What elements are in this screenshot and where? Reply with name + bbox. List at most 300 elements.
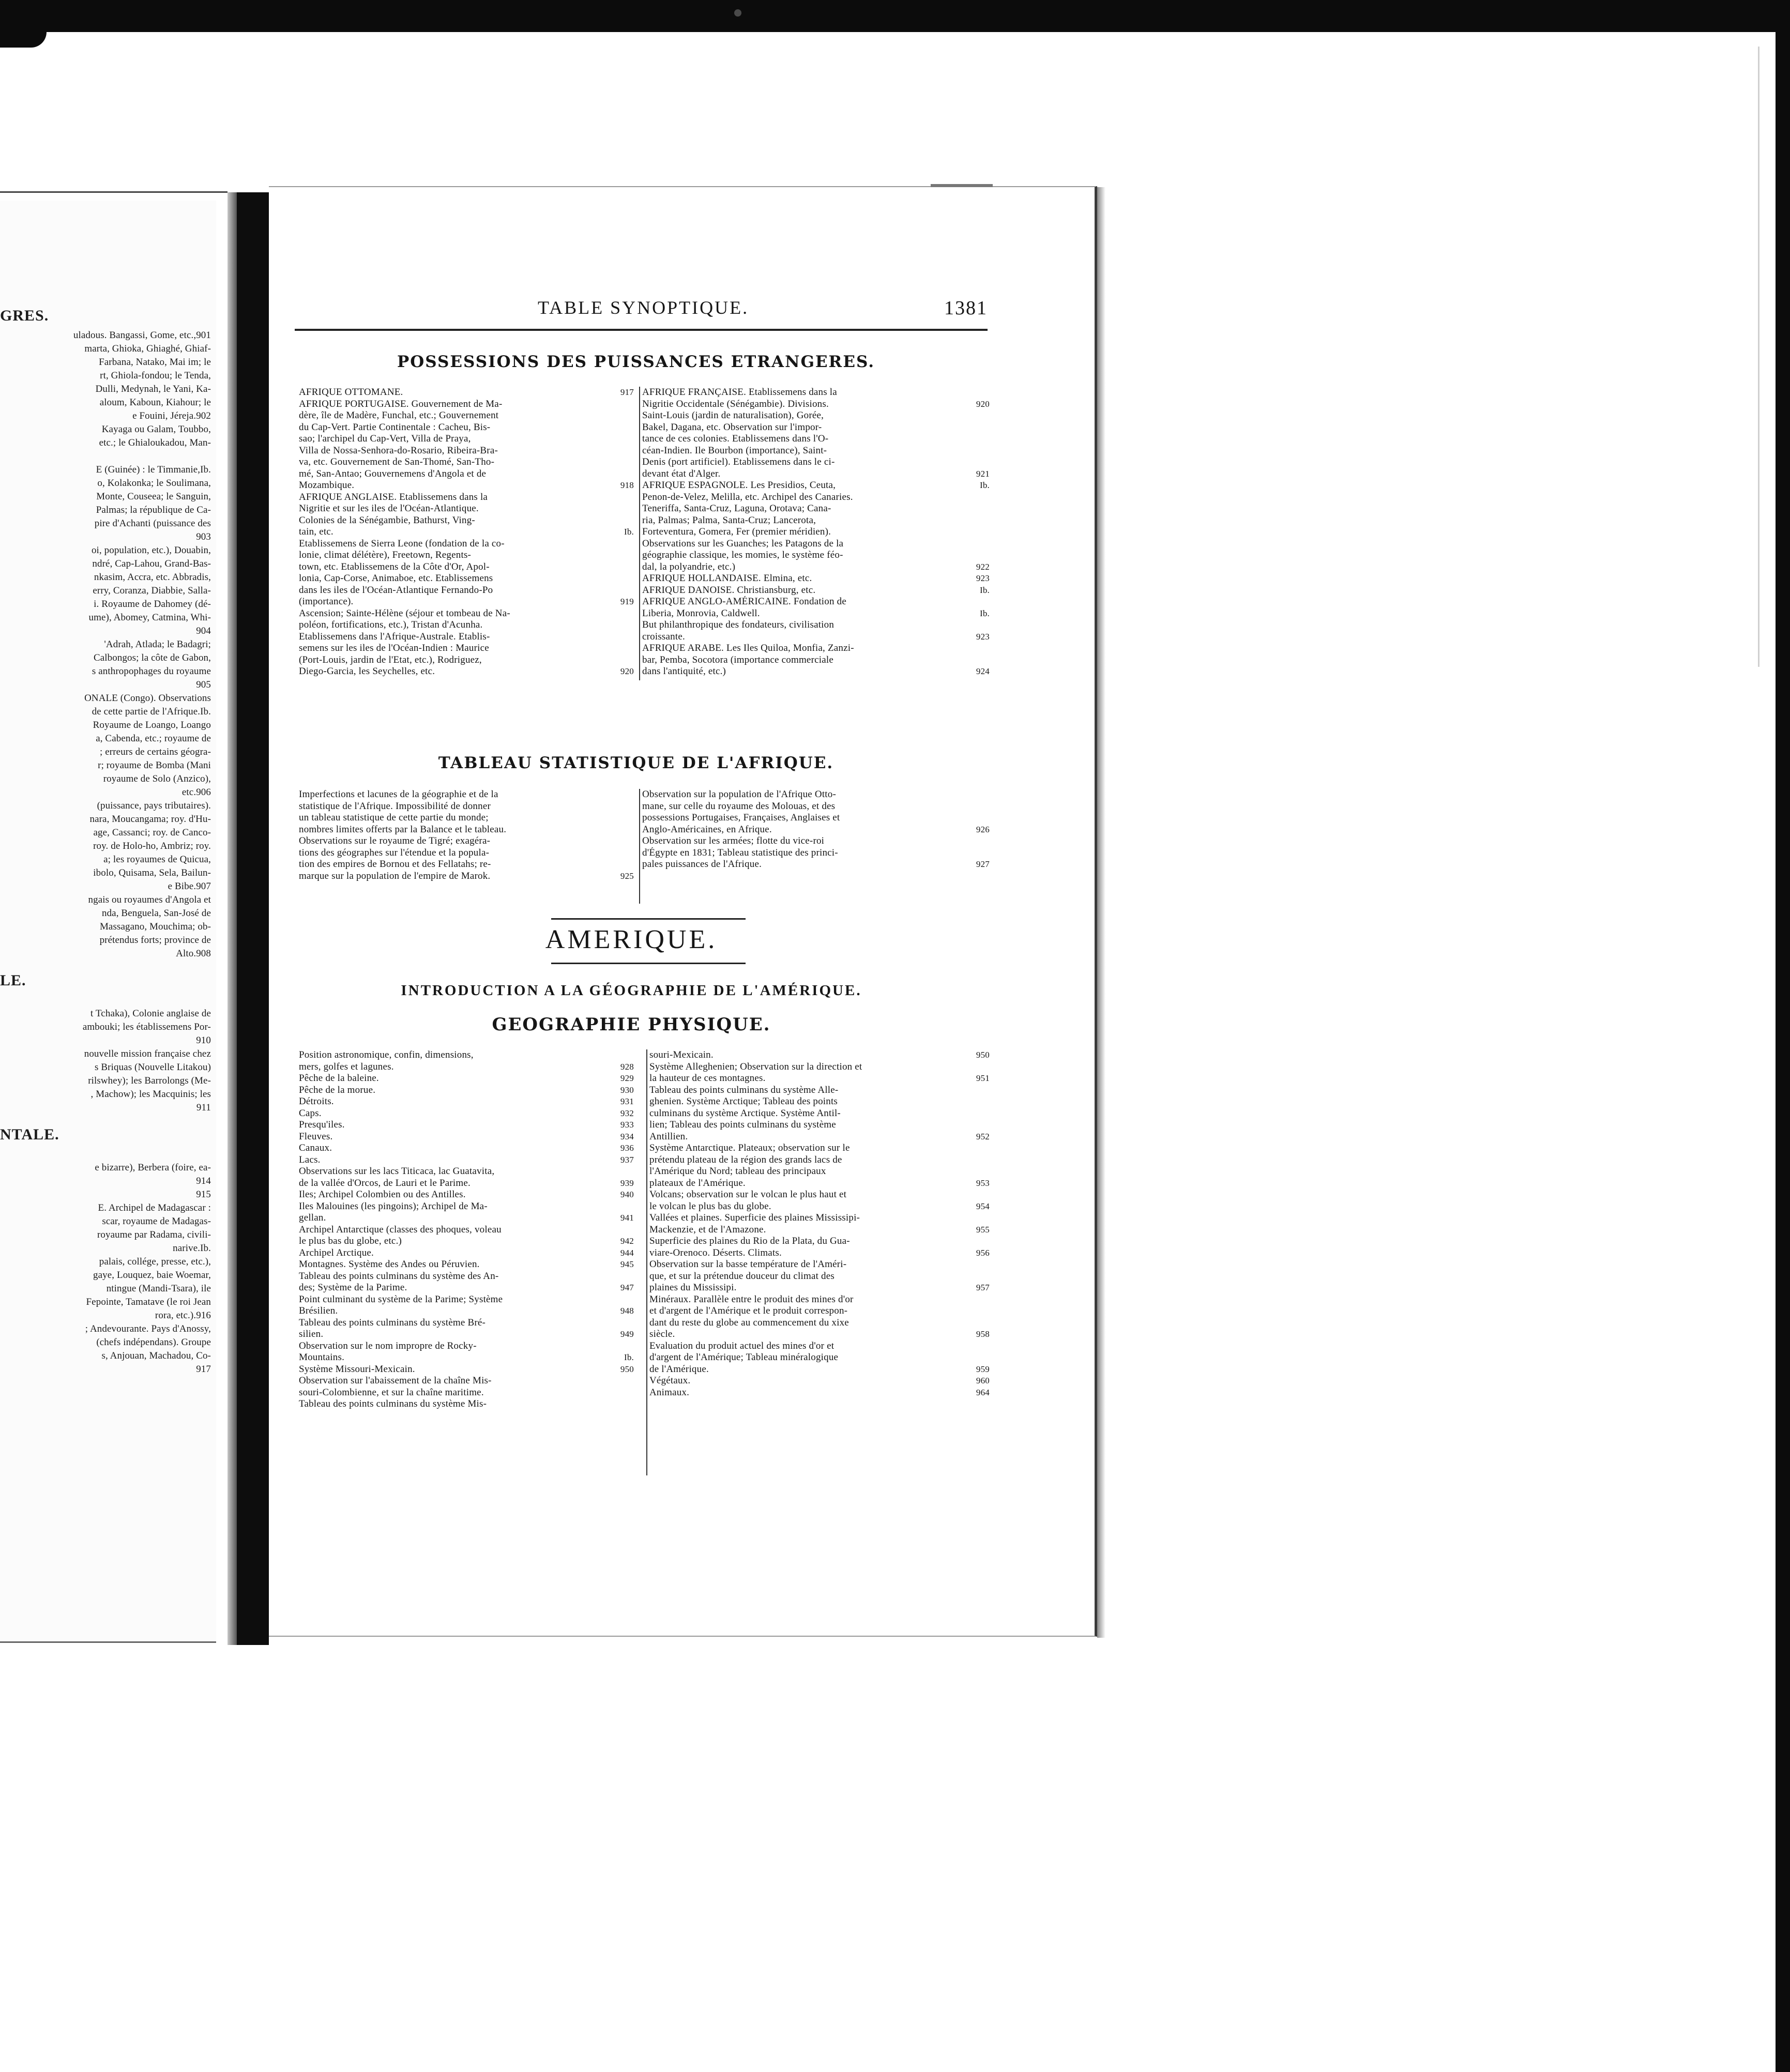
toc-entry-text: Denis (port artificiel). Etablissemens dans le ci- [642, 456, 835, 467]
toc-page-ref: 922 [976, 561, 990, 572]
toc-line [299, 538, 634, 550]
toc-entry-text: le volcan le plus bas du globe. [649, 1200, 771, 1212]
toc-line [0, 423, 216, 436]
toc-page-ref: 901 [196, 330, 211, 341]
toc-line [299, 812, 634, 824]
toc-line [299, 1142, 634, 1154]
toc-line [649, 1294, 990, 1306]
toc-line [649, 1259, 990, 1271]
toc-line [0, 947, 216, 961]
toc-entry-text: souri-Colombienne, et sur la chaîne maritime. [299, 1387, 484, 1398]
toc-entry-text: Système Missouri-Mexicain. [299, 1363, 415, 1375]
toc-entry-text: town, etc. Etablissemens de la Côte d'Or, Apol- [299, 561, 490, 572]
toc-line [0, 504, 216, 517]
toc-line [642, 643, 990, 654]
toc-page-ref: 910 [196, 1035, 211, 1046]
toc-entry-text: Massagano, Mouchima; ob- [99, 921, 211, 932]
toc-page-ref: 933 [620, 1120, 634, 1130]
toc-entry-text: Saint-Louis (jardin de naturalisation), Gorée, [642, 410, 824, 421]
toc-line [642, 387, 990, 399]
toc-page-ref: Ib. [979, 480, 990, 490]
toc-entry-text: Bakel, Dagana, etc. Observation sur l'impor- [642, 421, 822, 433]
toc-page-ref: 920 [620, 666, 634, 676]
geographie-physique-title: GEOGRAPHIE PHYSIQUE. [492, 1014, 771, 1035]
toc-line [642, 608, 990, 620]
toc-line [649, 1271, 990, 1283]
toc-entry-text: Diego-Garcia, les Seychelles, etc. [299, 666, 435, 677]
toc-entry-text: culminans du système Arctique. Système Antil- [649, 1107, 841, 1119]
toc-line [0, 772, 216, 786]
toc-line [642, 812, 990, 824]
toc-entry-text: E. Archipel de Madagascar : [98, 1202, 211, 1213]
toc-line [299, 654, 634, 666]
toc-line [299, 871, 634, 882]
toc-entry-text: tions des géographes sur l'étendue et la popula- [299, 847, 490, 858]
toc-entry-text: bar, Pemba, Socotora (importance commerciale [642, 654, 833, 665]
toc-page-ref: 904 [196, 626, 211, 636]
toc-entry-text: ngais ou royaumes d'Angola et [88, 894, 211, 905]
toc-line [649, 1201, 990, 1213]
toc-entry-text: But philanthropique des fondateurs, civilisation [642, 619, 835, 630]
toc-entry-text: scar, royaume de Madagas- [102, 1216, 211, 1227]
toc-entry-text: Mountains. [299, 1352, 345, 1363]
toc-line [299, 1131, 634, 1143]
toc-line [0, 880, 216, 893]
toc-entry-text: Forteventura, Gomera, Fer (premier méridien). [642, 526, 831, 537]
toc-line [0, 974, 216, 994]
toc-line [649, 1096, 990, 1108]
toc-entry-text: e bizarre), Berbera (foire, ea- [95, 1162, 211, 1173]
toc-line [299, 1259, 634, 1271]
toc-line [0, 1148, 216, 1161]
toc-line [642, 631, 990, 643]
toc-entry-text: devant état d'Alger. [642, 468, 721, 479]
toc-line [649, 1073, 990, 1085]
toc-line [642, 573, 990, 585]
scan-right-border [1776, 32, 1790, 2072]
toc-entry-text: la hauteur de ces montagnes. [649, 1073, 766, 1084]
toc-entry-text: Nigritie Occidentale (Sénégambie). Divisions. [642, 398, 829, 409]
toc-entry-text: Kayaga ou Galam, Toubbo, [101, 424, 211, 435]
toc-line [649, 1049, 990, 1061]
toc-line [649, 1212, 990, 1224]
toc-line [0, 745, 216, 759]
toc-page-ref: 936 [620, 1143, 634, 1153]
toc-line [0, 1088, 216, 1101]
toc-page-ref: 908 [196, 948, 211, 959]
toc-page-ref: 929 [620, 1073, 634, 1083]
toc-entry-text: 'Adrah, Atlada; le Badagri; [104, 639, 211, 650]
toc-entry-text: silien. [299, 1329, 324, 1339]
column-divider [639, 789, 640, 904]
toc-entry-text: ONALE (Congo). Observations [84, 693, 211, 704]
toc-page-ref: 924 [976, 666, 990, 676]
toc-entry-text: mers, golfes et lagunes. [299, 1061, 394, 1072]
toc-line [642, 585, 990, 597]
toc-page-ref: 947 [620, 1283, 634, 1292]
toc-entry-text: d'Égypte en 1831; Tableau statistique des princi- [642, 847, 838, 858]
toc-line [642, 550, 990, 561]
toc-line [0, 1061, 216, 1074]
toc-line [649, 1108, 990, 1120]
toc-line [299, 468, 634, 480]
toc-page-ref: 953 [976, 1178, 990, 1188]
toc-line [299, 1166, 634, 1178]
toc-entry-text: rt, Ghiola-fondou; le Tenda, [100, 370, 211, 381]
toc-line [299, 1271, 634, 1283]
toc-line [642, 859, 990, 871]
toc-line [0, 1215, 216, 1228]
toc-line [299, 1212, 634, 1224]
toc-entry-text: Etablissemens dans l'Afrique-Australe. Etablis- [299, 631, 490, 642]
toc-line [0, 1007, 216, 1020]
toc-line [299, 1154, 634, 1166]
toc-page-ref: 930 [620, 1085, 634, 1095]
column-divider [646, 1049, 647, 1475]
toc-page-ref: Ib. [979, 585, 990, 595]
toc-line [299, 561, 634, 573]
previous-page-top-rule [0, 191, 227, 193]
toc-entry-text: nkasim, Accra, etc. Abbradis, [94, 572, 211, 583]
toc-entry-text: oi, population, etc.), Douabin, [91, 545, 211, 556]
toc-line [299, 596, 634, 608]
toc-entry-text: pire d'Achanti (puissance des [94, 518, 211, 529]
toc-entry-text: Monte, Couseea; le Sanguin, [96, 491, 211, 502]
toc-line [642, 526, 990, 538]
toc-entry-text: nombres limites offerts par la Balance et le tableau. [299, 824, 507, 835]
toc-entry-text: Dulli, Medynah, le Yani, Ka- [95, 384, 211, 394]
toc-entry-text: poléon, fortifications, etc.), Tristan d'Acunha. [299, 619, 483, 630]
toc-entry-text: NTALE. [0, 1128, 59, 1143]
toc-line [649, 1142, 990, 1154]
toc-page-ref: 918 [620, 480, 634, 490]
toc-entry-text: Observation sur la population de l'Afrique Otto- [642, 789, 836, 800]
toc-entry-text: (chefs indépendans). Groupe [96, 1337, 211, 1348]
amerique-rule-top [551, 918, 746, 920]
toc-line [642, 666, 990, 678]
toc-entry-text: Végétaux. [649, 1375, 691, 1386]
toc-entry-text: Animaux. [649, 1387, 690, 1398]
toc-entry-text: l'Amérique du Nord; tableau des principaux [649, 1166, 826, 1177]
toc-line [0, 530, 216, 544]
toc-page-ref: 928 [620, 1061, 634, 1072]
toc-line [0, 517, 216, 530]
toc-entry-text: nara, Moucangama; roy. d'Hu- [89, 814, 211, 825]
scan-corner-shadow [0, 32, 47, 48]
toc-page-ref: 919 [620, 597, 634, 606]
toc-entry-text: Superficie des plaines du Rio de la Plata, du Gua- [649, 1236, 850, 1246]
toc-page-ref: 907 [196, 881, 211, 892]
toc-entry-text: Mackenzie, et de l'Amazone. [649, 1224, 766, 1235]
section-title-tableau: TABLEAU STATISTIQUE DE L'AFRIQUE. [438, 754, 834, 772]
toc-line [0, 705, 216, 719]
toc-line [642, 538, 990, 550]
toc-entry-text: lonie, climat délétère), Freetown, Regents- [299, 550, 472, 560]
toc-line [0, 369, 216, 383]
toc-line [299, 1329, 634, 1340]
toc-entry-text: ntingue (Mandi-Tsara), ile [106, 1283, 211, 1294]
page-top-mark [931, 184, 993, 187]
amerique-left-column [299, 1049, 634, 1410]
toc-page-ref: 939 [620, 1178, 634, 1188]
toc-line [0, 611, 216, 624]
toc-line [642, 561, 990, 573]
toc-entry-text: ambouki; les établissemens Por- [82, 1022, 211, 1032]
amerique-title: AMERIQUE. [545, 925, 718, 954]
toc-entry-text: Pêche de la morue. [299, 1084, 376, 1095]
toc-line [0, 866, 216, 880]
toc-line [0, 1349, 216, 1363]
toc-entry-text: mane, sur celle du royaume des Molouas, et des [642, 800, 836, 812]
toc-page-ref: 926 [976, 824, 990, 834]
toc-page-ref: 927 [976, 859, 990, 869]
toc-line [0, 571, 216, 584]
toc-entry-text: siècle. [649, 1329, 675, 1339]
toc-entry-text: Position astronomique, confin, dimensions, [299, 1049, 474, 1060]
toc-entry-text: Archipel Antarctique (classes des phoques, voleau [299, 1224, 502, 1235]
toc-entry-text: Evaluation du produit actuel des mines d'or et [649, 1340, 835, 1351]
toc-entry-text: semens sur les iles de l'Océan-Indien : Maurice [299, 643, 489, 653]
toc-entry-text: lien; Tableau des points culminans du système [649, 1119, 836, 1130]
toc-line [642, 503, 990, 515]
toc-page-ref: 958 [976, 1329, 990, 1339]
toc-entry-text: t Tchaka), Colonie anglaise de [90, 1008, 211, 1019]
toc-entry-text: a; les royaumes de Quicua, [103, 854, 211, 865]
toc-line [299, 550, 634, 561]
toc-line [299, 422, 634, 434]
toc-line [0, 309, 216, 329]
toc-line [0, 1115, 216, 1128]
toc-line [299, 1317, 634, 1329]
toc-entry-text: ume), Abomey, Catmina, Whi- [88, 612, 211, 623]
toc-line [299, 1282, 634, 1294]
toc-entry-text: (Port-Louis, jardin de l'Etat, etc.), Rodriguez, [299, 654, 482, 665]
toc-entry-text: Penon-de-Velez, Melilla, etc. Archipel des Canaries. [642, 491, 853, 502]
toc-entry-text: Presqu'iles. [299, 1119, 345, 1130]
toc-entry-text: Tableau des points culminans du système Mis- [299, 1398, 487, 1409]
toc-entry-text: AFRIQUE ARABE. Les Iles Quiloa, Monfia, Zanzi- [642, 643, 854, 653]
header-rule [295, 329, 988, 331]
page-number: 1381 [944, 297, 988, 319]
toc-line [299, 1305, 634, 1317]
toc-line [0, 1296, 216, 1309]
toc-line [0, 1363, 216, 1376]
toc-line [0, 719, 216, 732]
toc-entry-text: e Bibe. [168, 881, 196, 892]
toc-page-ref: 952 [976, 1131, 990, 1141]
toc-line [0, 1034, 216, 1047]
toc-page-ref: 941 [620, 1213, 634, 1223]
toc-line [0, 1101, 216, 1115]
toc-line [0, 920, 216, 934]
toc-entry-text: Palmas; la république de Ca- [96, 505, 211, 515]
toc-entry-text: gaye, Louquez, baie Woemar, [93, 1270, 211, 1281]
toc-line [299, 399, 634, 410]
toc-line [299, 480, 634, 492]
toc-line [299, 631, 634, 643]
toc-page-ref: Ib. [200, 1243, 211, 1254]
toc-line [0, 490, 216, 504]
toc-line [649, 1340, 990, 1352]
toc-page-ref: 957 [976, 1283, 990, 1292]
toc-line [299, 1340, 634, 1352]
toc-entry-text: Pêche de la baleine. [299, 1073, 379, 1084]
toc-line [0, 678, 216, 692]
toc-line [299, 1294, 634, 1306]
toc-entry-text: , Machow); les Macquinis; les [90, 1089, 211, 1100]
toc-page-ref: 934 [620, 1131, 634, 1141]
toc-entry-text: Farbana, Natako, Mai im; le [99, 357, 211, 368]
toc-line [0, 1074, 216, 1088]
toc-line [0, 1322, 216, 1336]
toc-line [299, 789, 634, 801]
toc-line [642, 399, 990, 410]
toc-entry-text: dère, île de Madère, Funchal, etc.; Gouvernement [299, 410, 499, 421]
toc-entry-text: s, Anjouan, Machadou, Co- [101, 1350, 211, 1361]
toc-line [299, 1073, 634, 1085]
toc-entry-text: Antillien. [649, 1131, 688, 1142]
toc-line [299, 433, 634, 445]
toc-line [0, 624, 216, 638]
toc-page-ref: 950 [976, 1050, 990, 1060]
toc-line [299, 526, 634, 538]
toc-line [649, 1178, 990, 1190]
toc-line [649, 1166, 990, 1178]
toc-entry-text: Système Alleghenien; Observation sur la direction et [649, 1061, 862, 1072]
toc-entry-text: AFRIQUE FRANÇAISE. Etablissemens dans la [642, 387, 837, 398]
toc-entry-text: géographie classique, les momies, le système féo- [642, 550, 843, 560]
intro-title: INTRODUCTION A LA GÉOGRAPHIE DE L'AMÉRIQUE. [401, 982, 862, 999]
toc-line [0, 557, 216, 571]
toc-line [0, 544, 216, 557]
toc-entry-text: AFRIQUE OTTOMANE. [299, 387, 403, 398]
toc-page-ref: 950 [620, 1364, 634, 1374]
toc-entry-text: s anthropophages du royaume [92, 666, 211, 677]
toc-line [0, 598, 216, 611]
toc-entry-text: Observation sur le nom impropre de Rocky- [299, 1340, 477, 1351]
toc-page-ref: 903 [196, 531, 211, 542]
toc-page-ref: 925 [620, 871, 634, 881]
scan-top-border [0, 0, 1790, 32]
previous-page-text [0, 309, 216, 1376]
book-spine [237, 192, 269, 1645]
toc-line [649, 1282, 990, 1294]
toc-entry-text: Volcans; observation sur le volcan le plus haut et [649, 1189, 847, 1200]
toc-line [299, 492, 634, 504]
toc-entry-text: Observation sur la basse température de l'Améri- [649, 1259, 847, 1270]
toc-entry-text: AFRIQUE ANGLO-AMÉRICAINE. Fondation de [642, 596, 846, 607]
toc-line [649, 1352, 990, 1364]
toc-entry-text: pales puissances de l'Afrique. [642, 859, 762, 870]
toc-line [0, 1047, 216, 1061]
toc-line [649, 1236, 990, 1247]
toc-page-ref: 944 [620, 1247, 634, 1258]
toc-line [649, 1154, 990, 1166]
toc-line [299, 1352, 634, 1364]
toc-line [0, 692, 216, 705]
toc-page-ref: Ib. [624, 527, 634, 537]
toc-entry-text: croissante. [642, 631, 685, 642]
toc-entry-text: du Cap-Vert. Partie Continentale : Cacheu, Bis- [299, 421, 491, 433]
toc-entry-text: narive. [173, 1243, 201, 1254]
toc-entry-text: palais, collége, presse, etc.), [99, 1256, 211, 1267]
toc-line [299, 835, 634, 847]
toc-entry-text: Villa de Nossa-Senhora-do-Rosario, Ribeira-Bra- [299, 445, 498, 456]
toc-line [0, 1336, 216, 1349]
toc-line [299, 1387, 634, 1399]
toc-line [642, 847, 990, 859]
toc-line [299, 1096, 634, 1108]
toc-line [299, 585, 634, 597]
toc-entry-text: rilswhey); les Barrolongs (Me- [88, 1075, 211, 1086]
toc-line [642, 410, 990, 422]
toc-line [642, 789, 990, 801]
toc-entry-text: ghenien. Système Arctique; Tableau des points [649, 1096, 838, 1107]
toc-line [0, 813, 216, 826]
toc-line [649, 1247, 990, 1259]
toc-entry-text: ndré, Cap-Lahou, Grand-Bas- [92, 558, 211, 569]
toc-line [299, 1201, 634, 1213]
toc-entry-text: royaume de Solo (Anzico), [103, 773, 211, 784]
toc-line [0, 463, 216, 477]
toc-entry-text: Tableau des points culminans du système Alle- [649, 1084, 839, 1095]
toc-line [0, 342, 216, 356]
toc-page-ref: 931 [620, 1096, 634, 1106]
toc-page-ref: Ib. [624, 1352, 634, 1362]
toc-line [299, 445, 634, 457]
toc-page-ref: 920 [976, 399, 990, 409]
toc-line [0, 1128, 216, 1148]
scan-speck [734, 9, 741, 17]
toc-line [0, 893, 216, 907]
toc-entry-text: GRES. [0, 309, 49, 324]
toc-line [642, 433, 990, 445]
toc-page-ref: 955 [976, 1224, 990, 1235]
toc-line [299, 619, 634, 631]
toc-line [0, 1161, 216, 1175]
toc-page-ref: 923 [976, 573, 990, 583]
toc-page-ref: 915 [196, 1189, 211, 1200]
possessions-right-column [642, 387, 990, 678]
toc-line [299, 824, 634, 836]
toc-entry-text: de l'Amérique. [649, 1363, 709, 1375]
toc-entry-text: de cette partie de l'Afrique. [92, 706, 201, 717]
toc-line [642, 654, 990, 666]
toc-line [0, 994, 216, 1007]
toc-line [649, 1119, 990, 1131]
toc-entry-text: dant du reste du globe au commencement du xixe [649, 1317, 849, 1328]
toc-entry-text: Mozambique. [299, 480, 355, 491]
toc-entry-text: Minéraux. Parallèle entre le produit des mines d'or [649, 1293, 854, 1305]
toc-line [642, 456, 990, 468]
toc-entry-text: Ascension; Sainte-Hélène (séjour et tombeau de Na- [299, 607, 510, 619]
toc-line [0, 1242, 216, 1255]
scan-streak [1758, 47, 1759, 667]
toc-line [0, 329, 216, 342]
toc-line [299, 573, 634, 585]
toc-entry-text: plateaux de l'Amérique. [649, 1177, 746, 1189]
toc-line [642, 515, 990, 527]
toc-entry-text: ; erreurs de certains géogra- [100, 746, 211, 757]
toc-entry-text: Fepointe, Tamatave (le roi Jean [86, 1297, 211, 1307]
toc-entry-text: s Briquas (Nouvelle Litakou) [95, 1062, 211, 1073]
toc-line [0, 1188, 216, 1201]
toc-entry-text: dans l'antiquité, etc.) [642, 666, 726, 677]
toc-line [299, 456, 634, 468]
toc-line [299, 387, 634, 399]
toc-line [0, 584, 216, 598]
toc-entry-text: Système Antarctique. Plateaux; observation sur le [649, 1142, 850, 1153]
